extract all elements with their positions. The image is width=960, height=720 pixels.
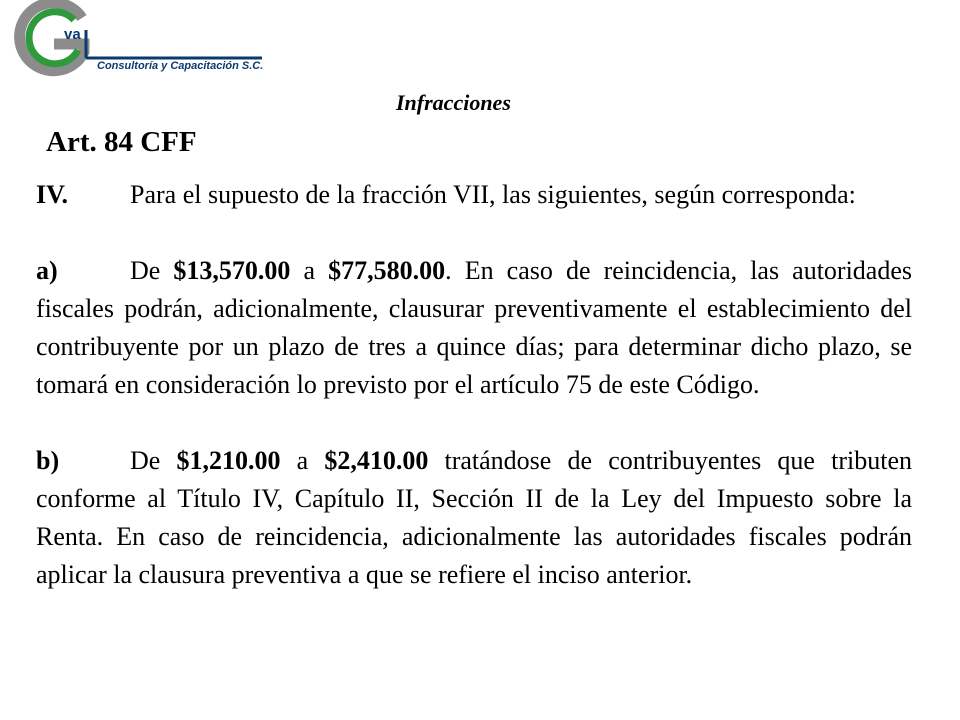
paragraph-marker: IV. <box>36 180 69 209</box>
paragraph-marker: a) <box>36 256 58 285</box>
amount-to: $77,580.00 <box>328 256 446 285</box>
paragraph-prefix: De <box>130 256 174 285</box>
paragraph-text: tratándose de contribuyentes que tributen conforme al Título IV, Capítulo II, Sección II de la Ley del Impuesto sobre la Renta. En caso de reincidencia, adicionalmente las autoridades fiscales podrán aplicar la clausura preventiva a que se refiere el inciso anterior. <box>36 446 912 589</box>
paragraph-connector: a <box>280 446 325 475</box>
paragraph-connector: a <box>290 256 329 285</box>
logo-company-name: Consultoría y Capacitación S.C. <box>97 60 264 72</box>
paragraph-iv <box>36 176 912 214</box>
paragraph-a <box>36 252 912 404</box>
paragraph-marker: b) <box>36 446 60 475</box>
article-title: Art. 84 CFF <box>46 126 197 158</box>
paragraph-prefix: De <box>130 446 177 475</box>
paragraph-b <box>36 442 912 594</box>
paragraph-text: Para el supuesto de la fracción VII, las siguientes, según corresponda: <box>130 180 856 209</box>
amount-to: $2,410.00 <box>324 446 429 475</box>
amount-from: $13,570.00 <box>173 256 291 285</box>
company-logo <box>4 0 274 80</box>
section-heading: Infracciones <box>396 90 511 115</box>
article-body <box>36 176 912 594</box>
amount-from: $1,210.00 <box>176 446 281 475</box>
paragraph-text: . En caso de reincidencia, las autoridades fiscales podrán, adicionalmente, clausurar preventivamente el establecimiento del contribuyente por un plazo de tres a quince días; para determinar dicho plazo, se tomará en consideración lo previsto por el artículo 75 de este Código. <box>36 256 912 399</box>
logo-small-text: va <box>64 26 81 43</box>
